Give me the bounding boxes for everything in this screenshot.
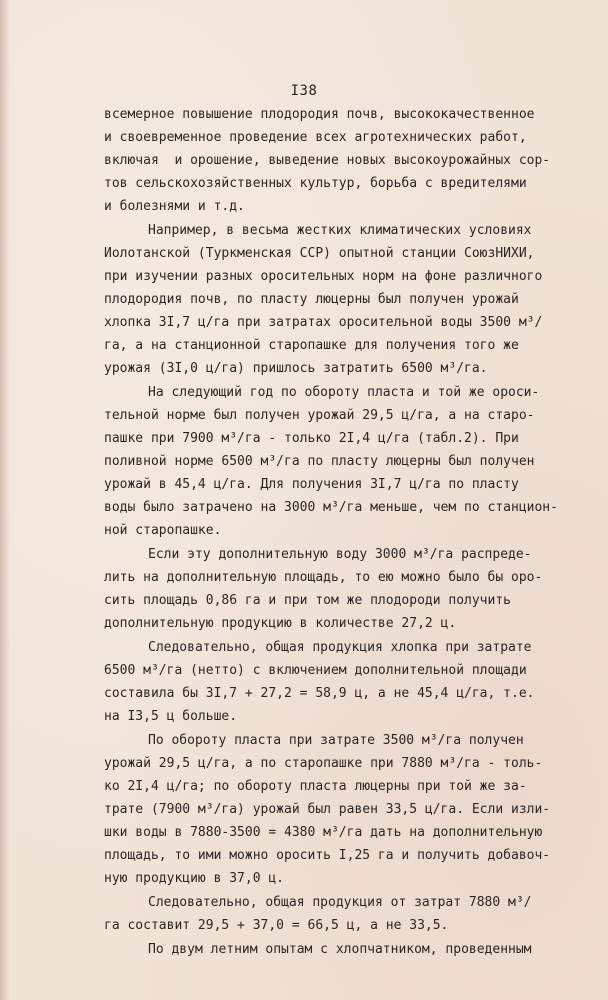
text-line: га составит 29,5 + 37,0 = 66,5 ц, а не 33,5. — [104, 918, 449, 933]
text-line: По обороту пласта при затрате 3500 м³/га получен — [148, 733, 524, 748]
text-line: урожая (3I,0 ц/га) пришлось затратить 6500 м³/га. — [104, 361, 488, 376]
text-line: при изучении разных оросительных норм на фоне различного — [104, 269, 543, 284]
text-line: воды было затрачено на 3000 м³/га меньше, чем по станцион- — [104, 500, 558, 515]
text-line: и болезнями и т.д. — [104, 199, 245, 214]
text-line: дополнительную продукцию в количестве 27,2 ц. — [104, 616, 457, 631]
text-line: хлопка 3I,7 ц/га при затратах оросительной воды 3500 м³/ — [104, 315, 543, 330]
text-line: плодородия почв, по пласту люцерны был получен урожай — [104, 292, 519, 307]
text-line: всемерное повышение плодородия почв, высококачественное — [104, 107, 535, 122]
text-line: Следовательно, общая продукция от затрат 7880 м³/ — [148, 895, 532, 910]
text-line: Если эту дополнительную воду 3000 м³/га распреде- — [148, 547, 532, 562]
text-line: пашке при 7900 м³/га - только 2I,4 ц/га (табл.2). При — [104, 431, 519, 446]
text-line: урожай 29,5 ц/га, а по старопашке при 7880 м³/га - толь- — [104, 756, 543, 771]
text-line: урожай в 45,4 ц/га. Для получения 3I,7 ц/га по пласту — [104, 477, 519, 492]
text-line: поливной норме 6500 м³/га по пласту люцерны был получен — [104, 454, 535, 469]
text-line: га, а на станционной старопашке для получения того же — [104, 338, 519, 353]
text-line: ную продукцию в 37,0 ц. — [104, 871, 285, 886]
text-line: составила бы 3I,7 + 27,2 = 58,9 ц, а не 45,4 ц/га, т.е. — [104, 686, 535, 701]
text-line: шки воды в 7880-3500 = 4380 м³/га дать на дополнительную — [104, 825, 543, 840]
text-line: лить на дополнительную площадь, то ею можно было бы оро- — [104, 570, 543, 585]
text-line: 6500 м³/га (нетто) с включением дополнительной площади — [104, 663, 527, 678]
text-line: ко 2I,4 ц/га; по обороту пласта люцерны при той же за- — [104, 779, 527, 794]
text-line: сить площадь 0,86 га и при том же плодороди получить — [104, 593, 511, 608]
text-line: Следовательно, общая продукция хлопка при затрате — [148, 640, 532, 655]
text-line: включая и орошение, выведение новых высокоурожайных сор- — [104, 153, 551, 168]
text-line: трате (7900 м³/га) урожай был равен 33,5 ц/га. Если изли- — [104, 802, 551, 817]
text-line: на I3,5 ц больше. — [104, 709, 238, 724]
text-line: тов сельскохозяйственных культур, борьба с вредителями — [104, 176, 527, 191]
text-line: Иолотанской (Туркменская ССР) опытной станции СоюзНИХИ, — [104, 246, 535, 261]
page-number: I38 — [290, 83, 318, 99]
text-line: ной старопашке. — [104, 523, 222, 538]
text-line: Например, в весьма жестких климатических условиях — [148, 223, 532, 238]
text-line: площадь, то ими можно оросить I,25 га и получить добавоч- — [104, 848, 551, 863]
text-line: и своевременное проведение всех агротехнических работ, — [104, 130, 527, 145]
text-line: На следующий год по обороту пласта и той же ороси- — [148, 385, 540, 400]
text-line: тельной норме был получен урожай 29,5 ц/га, а на старо- — [104, 408, 535, 423]
text-line: По двум летним опытам с хлопчатником, проведенным — [148, 942, 532, 957]
